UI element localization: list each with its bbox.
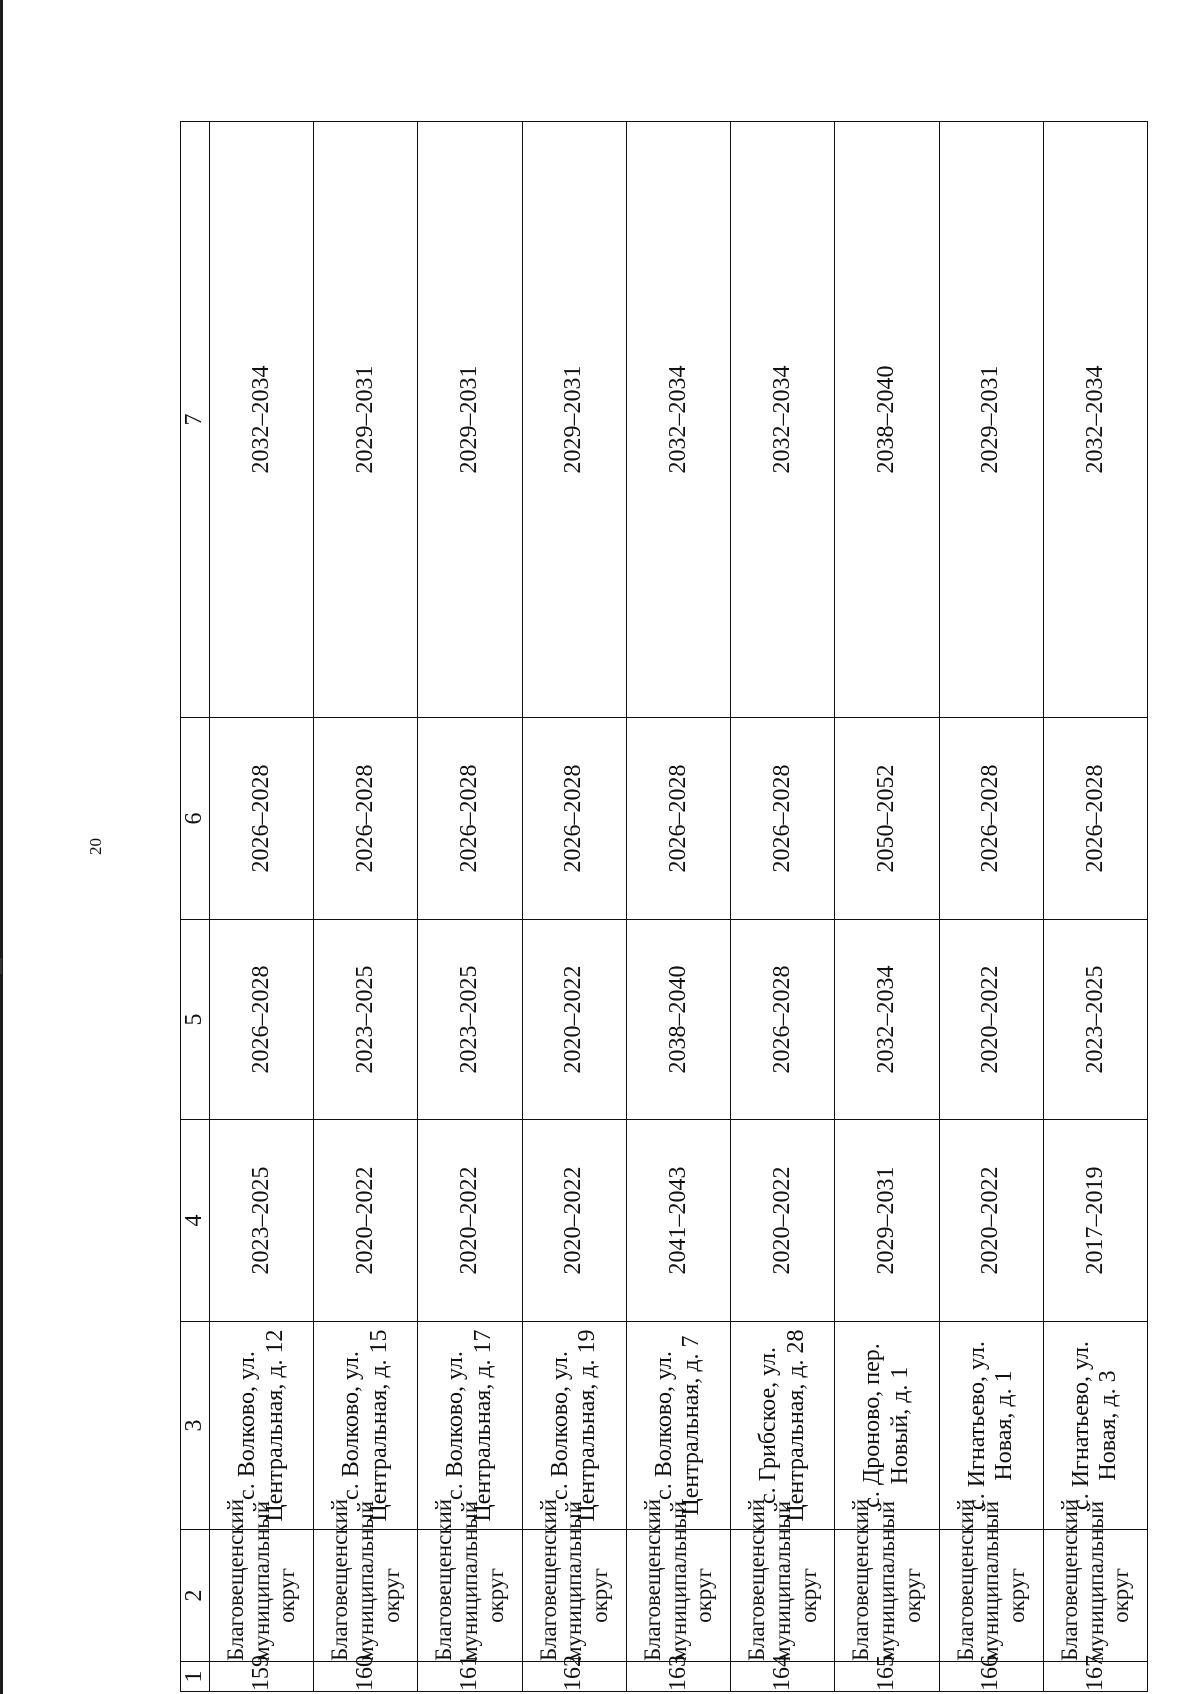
row-number-cell: 166 [939,1662,1043,1692]
row-number-cell: 163 [626,1662,730,1692]
address-cell: с. Волково, ул. Центральная, д. 17 [418,1322,522,1530]
period-cell-7: 2032–2034 [1043,122,1147,718]
period-cell-4: 2017–2019 [1043,1120,1147,1322]
table-body [210,122,1148,1692]
period-cell-5: 2020–2022 [522,920,626,1120]
table-row [314,122,418,1692]
period-cell-7: 2029–2031 [939,122,1043,718]
table-row [418,122,522,1692]
address-cell: с. Волково, ул. Центральная, д. 7 [626,1322,730,1530]
period-cell-7: 2029–2031 [418,122,522,718]
row-number-cell: 167 [1043,1662,1147,1692]
header-row [181,122,210,1692]
period-cell-5: 2026–2028 [210,920,314,1120]
rotated-table-container [180,122,1148,1692]
column-header: 7 [181,122,210,718]
table-row [1043,122,1147,1692]
address-cell: с. Грибское, ул. Центральная, д. 28 [731,1322,835,1530]
period-cell-7: 2029–2031 [314,122,418,718]
row-number-cell: 164 [731,1662,835,1692]
row-number-cell: 160 [314,1662,418,1692]
period-cell-6: 2026–2028 [210,718,314,920]
period-cell-7: 2032–2034 [731,122,835,718]
row-number-cell: 161 [418,1662,522,1692]
district-cell: Благовещенский муниципальный округ [731,1530,835,1662]
column-header: 1 [181,1662,210,1692]
address-cell: с. Волково, ул. Центральная, д. 19 [522,1322,626,1530]
period-cell-5: 2023–2025 [1043,920,1147,1120]
district-cell: Благовещенский муниципальный округ [210,1530,314,1662]
table-row [731,122,835,1692]
row-number-cell: 159 [210,1662,314,1692]
period-cell-6: 2026–2028 [314,718,418,920]
period-cell-4: 2020–2022 [522,1120,626,1322]
table-row [626,122,730,1692]
period-cell-5: 2026–2028 [731,920,835,1120]
scan-mark [0,958,2,974]
period-cell-7: 2032–2034 [626,122,730,718]
period-cell-6: 2026–2028 [939,718,1043,920]
period-cell-6: 2026–2028 [731,718,835,920]
table-row [522,122,626,1692]
address-cell: с. Дроново, пер. Новый, д. 1 [835,1322,939,1530]
district-cell: Благовещенский муниципальный округ [418,1530,522,1662]
period-cell-4: 2029–2031 [835,1120,939,1322]
period-cell-4: 2020–2022 [418,1120,522,1322]
period-cell-7: 2038–2040 [835,122,939,718]
period-cell-4: 2020–2022 [939,1120,1043,1322]
row-number-cell: 162 [522,1662,626,1692]
period-cell-6: 2026–2028 [626,718,730,920]
address-cell: с. Игнатьево, ул. Новая, д. 3 [1043,1322,1147,1530]
period-cell-7: 2032–2034 [210,122,314,718]
period-cell-6: 2026–2028 [1043,718,1147,920]
period-cell-6: 2050–2052 [835,718,939,920]
district-cell: Благовещенский муниципальный округ [626,1530,730,1662]
column-header: 6 [181,718,210,920]
district-cell: Благовещенский муниципальный округ [522,1530,626,1662]
address-cell: с. Волково, ул. Центральная, д. 12 [210,1322,314,1530]
district-cell: Благовещенский муниципальный округ [1043,1530,1147,1662]
address-cell: с. Волково, ул. Центральная, д. 15 [314,1322,418,1530]
period-cell-7: 2029–2031 [522,122,626,718]
scan-edge [0,0,3,1694]
period-cell-6: 2026–2028 [522,718,626,920]
row-number-cell: 165 [835,1662,939,1692]
period-cell-4: 2020–2022 [731,1120,835,1322]
column-header: 3 [181,1322,210,1530]
period-cell-4: 2023–2025 [210,1120,314,1322]
column-header: 2 [181,1530,210,1662]
table-row [835,122,939,1692]
period-cell-4: 2020–2022 [314,1120,418,1322]
column-header: 5 [181,920,210,1120]
address-cell: с. Игнатьево, ул. Новая, д. 1 [939,1322,1043,1530]
period-cell-5: 2023–2025 [418,920,522,1120]
period-cell-6: 2026–2028 [418,718,522,920]
period-cell-5: 2032–2034 [835,920,939,1120]
period-cell-5: 2038–2040 [626,920,730,1120]
page-number: 20 [86,838,105,855]
table-row [939,122,1043,1692]
district-cell: Благовещенский муниципальный округ [314,1530,418,1662]
column-header: 4 [181,1120,210,1322]
period-cell-5: 2023–2025 [314,920,418,1120]
register-table [180,121,1148,1692]
district-cell: Благовещенский муниципальный округ [835,1530,939,1662]
period-cell-4: 2041–2043 [626,1120,730,1322]
district-cell: Благовещенский муниципальный округ [939,1530,1043,1662]
period-cell-5: 2020–2022 [939,920,1043,1120]
table-row [210,122,314,1692]
